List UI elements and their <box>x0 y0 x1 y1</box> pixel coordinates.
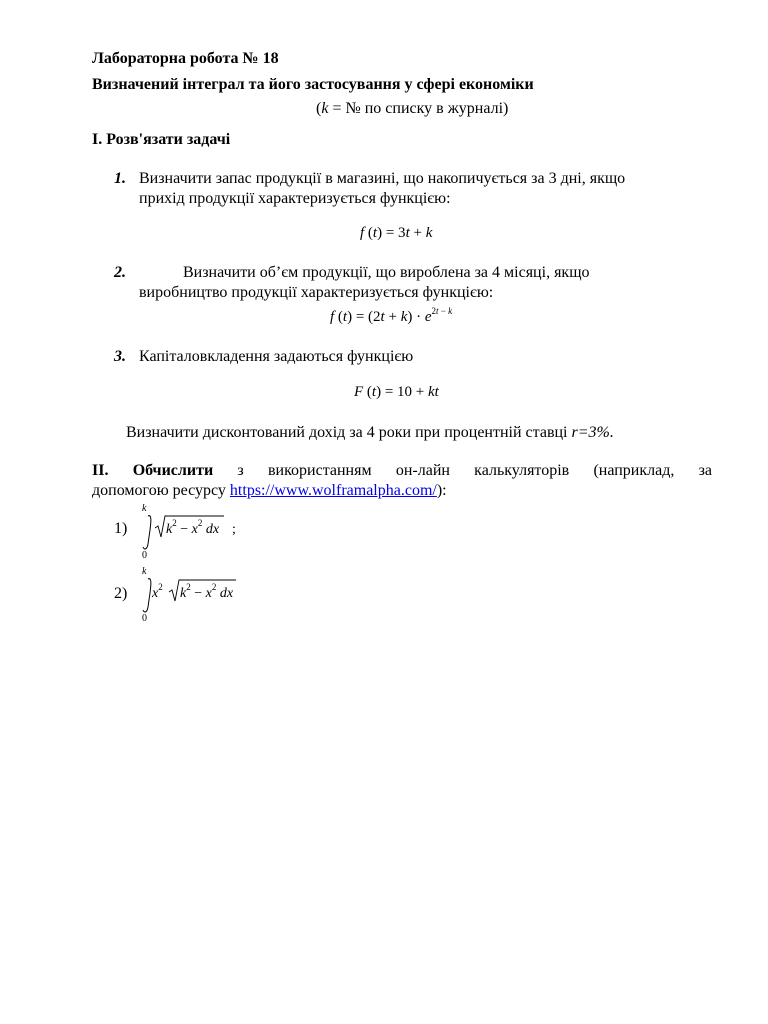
integral1-lower-limit: 0 <box>142 550 147 561</box>
svg-text:k2 − x2 dx: $k^2 - x^2$ dx <box>180 582 234 601</box>
lab-subtitle: Визначений інтеграл та його застосування у сфері економіки <box>92 76 534 93</box>
problem3-followup: Визначити дисконтований дохід за 4 роки при процентній ставці r=3%. <box>126 424 614 441</box>
svg-text:x2: $x^2$ <box>152 582 163 601</box>
problem2-formula: f $(t) = (2t + k) \cdot e^{2t - k}$ <box>330 306 453 325</box>
problem2-line1: Визначити об’єм продукції, що вироблена за 4 місяці, якщо <box>183 264 590 281</box>
problem2-line2: виробництво продукції характеризується функцією: <box>139 284 494 301</box>
lab-title: Лабораторна робота № 18 <box>92 50 279 67</box>
section2-line2: допомогою ресурсу https://www.wolframalpha.com/): <box>92 482 447 499</box>
problem1-number: 1. <box>114 170 126 187</box>
integral1-sign <box>143 516 151 549</box>
integral2-sign <box>143 579 151 612</box>
integral1-trail: ; <box>232 522 236 537</box>
problem2-number: 2. <box>114 264 126 281</box>
section1-heading: I. Розв'язати задачі <box>92 131 231 148</box>
problem3-line1: Капіталовкладення задаються функцією <box>139 348 414 365</box>
integral1-upper-limit: k <box>142 503 147 514</box>
problem3-number: 3. <box>114 348 126 365</box>
section2-heading-word: Обчислити <box>132 462 214 479</box>
section2-heading-num: II. <box>92 462 109 479</box>
integral2-expression <box>136 563 266 625</box>
integral2-upper-limit: k <box>142 566 147 577</box>
interest-rate: r=3%. <box>571 424 614 441</box>
integral1-expression <box>136 500 256 562</box>
integral2-lower-limit: 0 <box>142 613 147 624</box>
problem1-line2: прихід продукції характеризується функцією: <box>139 190 451 207</box>
k-note: (k = № по списку в журналі) <box>316 100 509 117</box>
problem1-formula: f (t) = 3t + k <box>360 225 433 241</box>
svg-text:k2 − x2 dx: $k^2 - x^2$ dx <box>166 518 220 537</box>
wolframalpha-link[interactable]: https://www.wolframalpha.com/ <box>229 482 437 499</box>
integral1-label: 1) <box>114 520 128 537</box>
problem3-formula: F (t) = 10 + kt <box>354 384 439 400</box>
section2-line1: II. Обчислити з використанням он-лайн калькуляторів (наприклад, за <box>92 462 713 479</box>
integral2-label: 2) <box>114 585 128 602</box>
problem1-line1: Визначити запас продукції в магазині, що накопичується за 3 дні, якщо <box>139 170 626 187</box>
